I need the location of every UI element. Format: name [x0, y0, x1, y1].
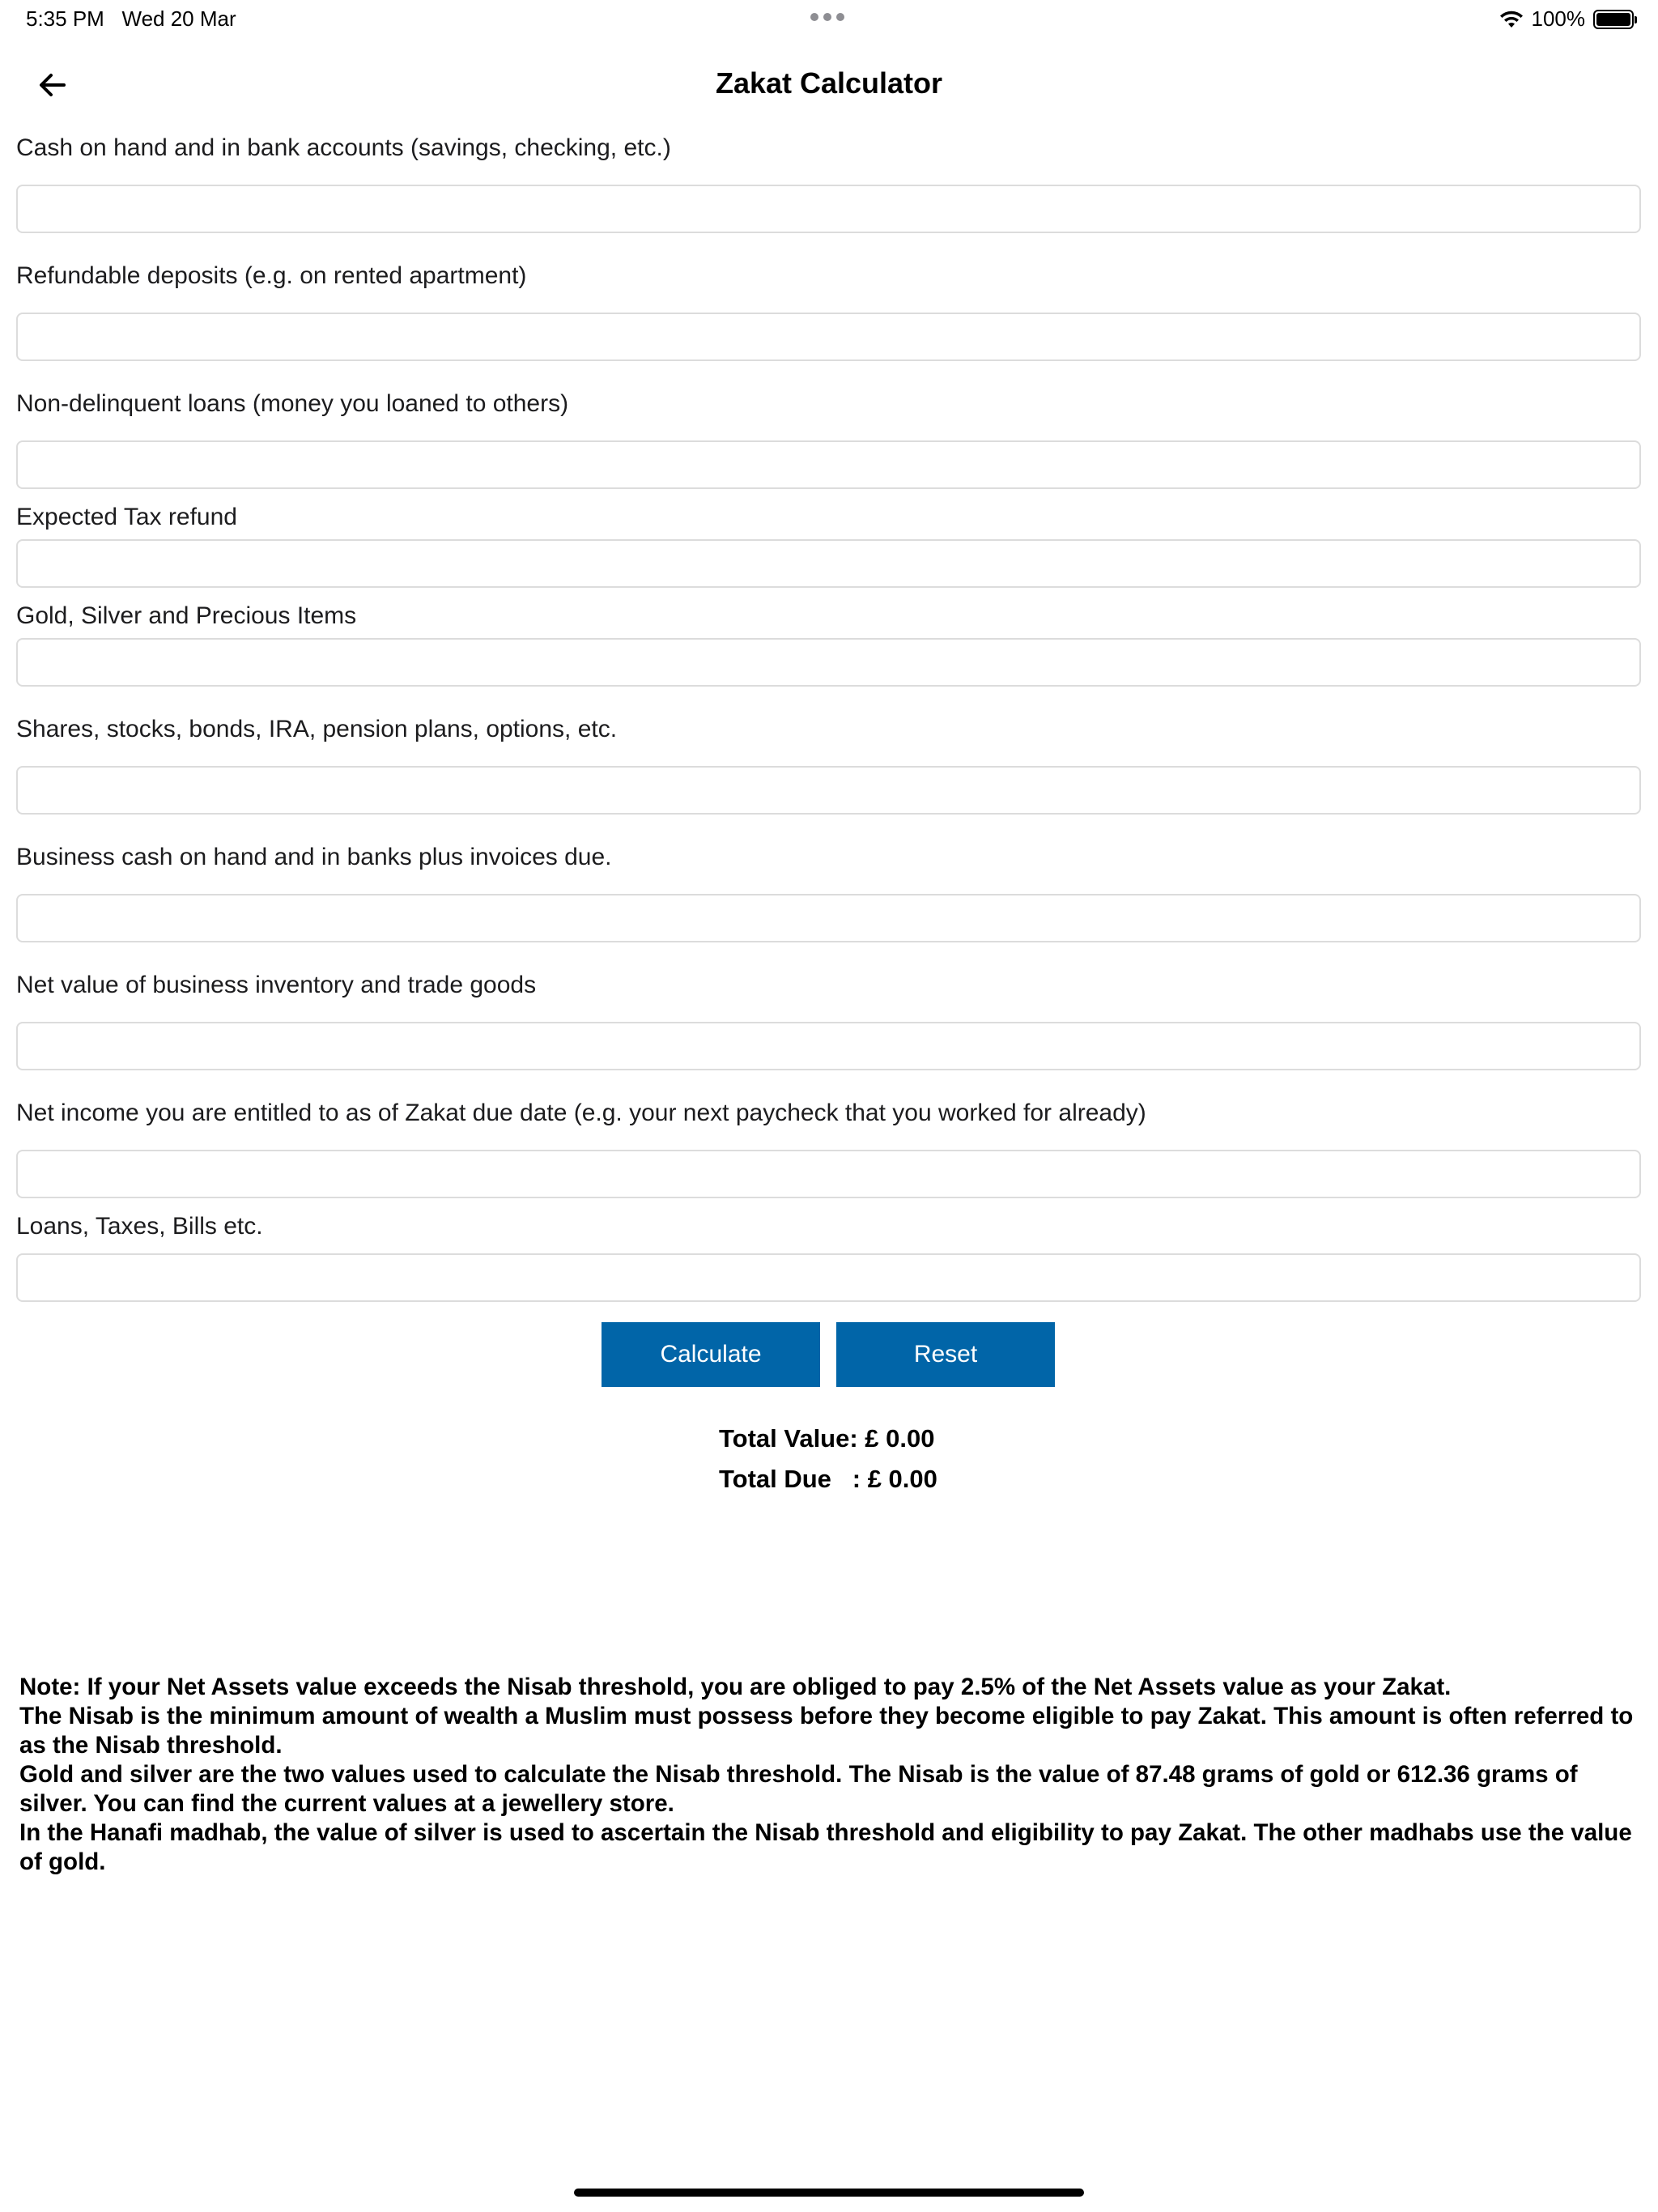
status-right — [1499, 6, 1635, 32]
input-net-income[interactable] — [16, 1150, 1641, 1198]
status-bar — [0, 0, 1658, 39]
label-cash: Cash on hand and in bank accounts (savings, checking, etc.) — [16, 134, 671, 161]
label-business-cash: Business cash on hand and in banks plus invoices due. — [16, 844, 612, 870]
input-non-delinquent-loans[interactable] — [16, 440, 1641, 489]
label-net-income: Net income you are entitled to as of Zakat due date (e.g. your next paycheck that you worked for already) — [16, 1100, 1146, 1126]
battery-icon — [1593, 10, 1634, 29]
multitasking-dots-icon[interactable] — [810, 5, 844, 21]
status-time: 5:35 PM Wed 20 Mar — [26, 6, 236, 31]
input-tax-refund[interactable] — [16, 539, 1641, 588]
label-loans-taxes-bills: Loans, Taxes, Bills etc. — [16, 1213, 263, 1240]
page-title: Zakat Calculator — [715, 66, 943, 100]
input-cash[interactable] — [16, 185, 1641, 233]
input-loans-taxes-bills[interactable] — [16, 1253, 1641, 1302]
input-gold-silver[interactable] — [16, 638, 1641, 687]
label-shares-stocks: Shares, stocks, bonds, IRA, pension plans, options, etc. — [16, 716, 618, 742]
label-tax-refund: Expected Tax refund — [16, 504, 237, 530]
nisab-note — [19, 1673, 1645, 1877]
totals — [719, 1419, 937, 1499]
label-non-delinquent-loans: Non-delinquent loans (money you loaned to others) — [16, 390, 569, 417]
note-line-3: Gold and silver are the two values used to calculate the Nisab threshold. The Nisab is the value of 87.48 grams of gold or 612.36 grams of silver. You can find the current values at a jewellery store. — [19, 1761, 1578, 1817]
input-business-inventory[interactable] — [16, 1022, 1641, 1070]
reset-button[interactable]: Reset — [836, 1322, 1055, 1387]
label-business-inventory: Net value of business inventory and trade goods — [16, 972, 537, 998]
battery-percent: 100% — [1531, 6, 1585, 31]
note-line-4: In the Hanafi madhab, the value of silver is used to ascertain the Nisab threshold and eligibility to pay Zakat. The other madhabs use the value of gold. — [19, 1819, 1632, 1875]
input-refundable-deposits[interactable] — [16, 313, 1641, 361]
calculate-button[interactable]: Calculate — [602, 1322, 820, 1387]
label-gold-silver: Gold, Silver and Precious Items — [16, 602, 357, 629]
input-shares-stocks[interactable] — [16, 766, 1641, 815]
input-business-cash[interactable] — [16, 894, 1641, 942]
label-refundable-deposits: Refundable deposits (e.g. on rented apartment) — [16, 262, 527, 289]
note-line-2: The Nisab is the minimum amount of wealth a Muslim must possess before they become eligible to pay Zakat. This amount is often referred to as the Nisab threshold. — [19, 1703, 1634, 1759]
nav-bar — [0, 57, 1658, 110]
wifi-icon — [1499, 10, 1524, 29]
total-due: Total Due : £ 0.00 — [719, 1465, 937, 1493]
note-line-1: Note: If your Net Assets value exceeds the Nisab threshold, you are obliged to pay 2.5% of the Net Assets value as your Zakat. — [19, 1674, 1452, 1700]
total-value: Total Value: £ 0.00 — [719, 1424, 935, 1453]
home-indicator[interactable] — [574, 2189, 1084, 2197]
